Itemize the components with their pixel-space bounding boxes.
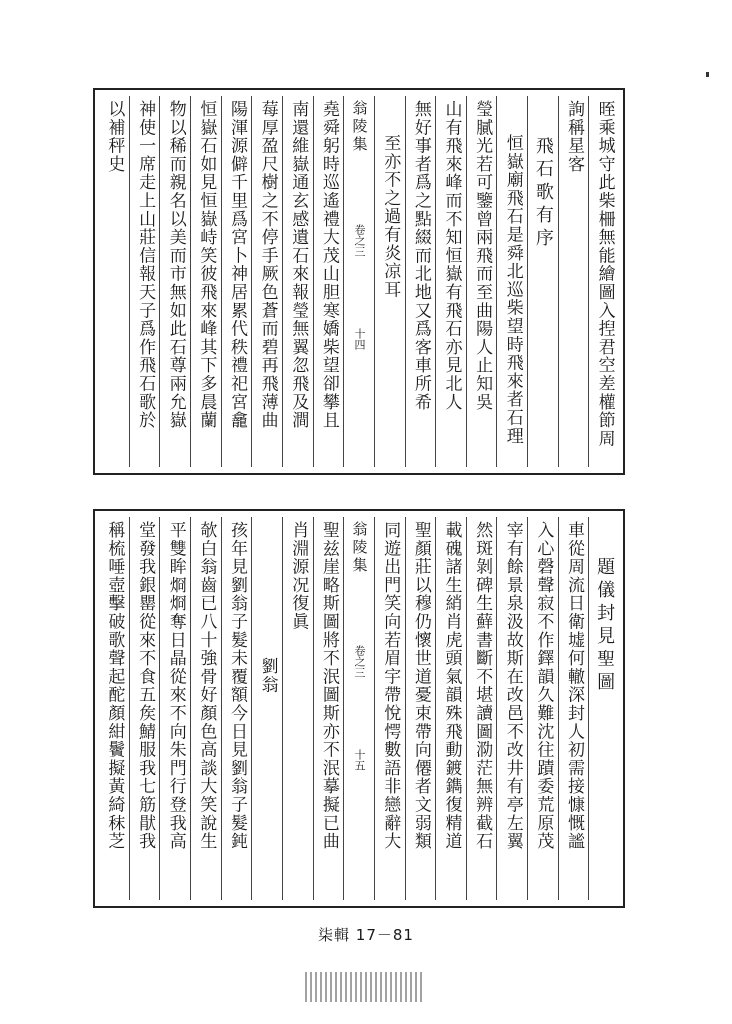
column-text: 劉翁: [257, 657, 278, 694]
column-text: 欹白翁齒已八十強骨好顏色高談大笑說生: [196, 521, 217, 851]
top-panel-column: [466, 96, 497, 467]
bottom-panel-column: [129, 517, 160, 900]
bottom-panel-column: [159, 517, 190, 900]
bottom-panel-column: [251, 517, 282, 900]
column-text: 聖兹崖略斯圖將不泯圖斯亦不泯摹擬已曲: [318, 521, 339, 851]
column-text: 晊乘城守此柴柵無能繪圖入揑君空差權節周: [594, 100, 615, 448]
running-header-title: 翁陵集: [350, 521, 369, 575]
column-text: 山有飛來峰而不知恒嶽有飛石亦見北人: [441, 100, 462, 412]
bottom-panel-column: [374, 517, 405, 900]
column-text: 然斑剝碑生蘚書斷不堪讀圖泐茫無辨截石: [472, 521, 493, 851]
bottom-panel-column: [221, 517, 252, 900]
column-text: 至亦不之過有炎凉耳: [380, 134, 401, 299]
column-text: 堯舜躬時巡遙禮大茂山胆寒嬌柴望卻攀且: [318, 100, 339, 430]
column-text: 堂發我銀罌從來不食五矦鯖服我七筋猒我: [135, 521, 156, 851]
bottom-panel-column: [466, 517, 497, 900]
column-text: 載磈諸生綃肖虎頭氣韻殊飛動鍍鐫復精道: [441, 521, 462, 851]
top-page-frame: [93, 88, 625, 475]
column-text: 恒嶽廟飛石是舜北巡柴望時飛來者石理: [502, 134, 523, 446]
top-panel-column: [374, 96, 405, 467]
bottom-panel-column: [588, 517, 619, 900]
column-text: 飛石歌有序: [532, 136, 554, 251]
column-text: 同遊出門笑向若眉宇帶悅愕數語非戀辭大: [380, 521, 401, 851]
column-text: 詢稱星客: [564, 100, 585, 174]
column-text: 瑩膩光若可鑒曾兩飛而至曲陽人止知吳: [472, 100, 493, 412]
top-panel-column: [558, 96, 589, 467]
bottom-panel-column: [435, 517, 466, 900]
bottom-page-frame: [93, 509, 625, 908]
bottom-panel-column: [313, 517, 344, 900]
column-text: 宰有餘景泉汲故斯在改邑不改井有亭左翼: [502, 521, 523, 851]
top-panel-column: [159, 96, 190, 467]
column-text: 南還維嶽通玄感遺石來報瑩無翼忽飛及澗: [288, 100, 309, 430]
scan-edge-mark: [305, 972, 425, 1002]
bottom-panel-column: [190, 517, 221, 900]
top-panel-column: [99, 96, 129, 467]
column-text: 聖顏莊以穆仍懷世道憂束帶向僊者文弱類: [410, 521, 431, 851]
top-page-columns: [99, 96, 619, 467]
column-text: 神使一席走上山莊信報天子爲作飛石歌於: [135, 100, 156, 430]
top-panel-column: [405, 96, 436, 467]
bottom-panel-column: [282, 517, 313, 900]
page-number: 十五: [353, 749, 367, 771]
column-text: 入心磬聲寂不作鐸韻久難沈往蹟委荒原茂: [533, 521, 554, 851]
top-panel-column: [251, 96, 282, 467]
top-panel-column: [190, 96, 221, 467]
bottom-panel-column: [405, 517, 436, 900]
column-text: 無好事者爲之點綴而北地又爲客車所希: [410, 100, 431, 412]
bottom-panel-column: [527, 517, 558, 900]
top-panel-column: [527, 96, 558, 467]
top-panel-column: [588, 96, 619, 467]
column-text: 平雙眸烱烱奪日晶從來不向朱門行登我高: [165, 521, 186, 851]
column-text: 車從周流日衛墟何轍深封人初需接慷慨謐: [564, 521, 585, 851]
column-text: 稱梳唾壺擊破歌聲起酡顏紺鬢擬黃綺秣芝: [104, 521, 125, 851]
top-panel-column: [129, 96, 160, 467]
top-panel-column: [496, 96, 527, 467]
bottom-page-columns: [99, 517, 619, 900]
column-text: 陽渾源僻千里爲宮卜神居累代秩禮祀宮龕: [226, 100, 247, 430]
bottom-panel-column: [99, 517, 129, 900]
page-number: 十四: [353, 328, 367, 350]
bottom-panel-column: [343, 517, 374, 900]
column-text: 莓厚盈尺樹之不停手厥色蒼而碧再飛薄曲: [257, 100, 278, 430]
running-header-title: 翁陵集: [350, 100, 369, 154]
top-panel-column: [221, 96, 252, 467]
column-text: 物以稀而親名以美而市無如此石尊兩允嶽: [165, 100, 186, 430]
column-text: 孩年見劉翁子髮未覆額今日見劉翁子髮鈍: [226, 521, 247, 851]
top-panel-column: [313, 96, 344, 467]
page-footer-label: 柒輯 17－81: [318, 926, 414, 944]
margin-speck: [706, 72, 709, 77]
running-header-volume: 卷之三: [353, 224, 367, 257]
bottom-panel-column: [558, 517, 589, 900]
top-panel-column: [435, 96, 466, 467]
column-text: 題儀封見聖圖: [594, 557, 616, 695]
top-panel-column: [282, 96, 313, 467]
column-text: 肖淵源况復眞: [288, 521, 309, 631]
top-panel-column: [343, 96, 374, 467]
column-text: 以補秤史: [104, 100, 125, 174]
column-text: 恒嶽石如見恒嶽峙笑彼飛來峰其下多晨蘭: [196, 100, 217, 430]
running-header-volume: 卷之三: [353, 645, 367, 678]
bottom-panel-column: [496, 517, 527, 900]
